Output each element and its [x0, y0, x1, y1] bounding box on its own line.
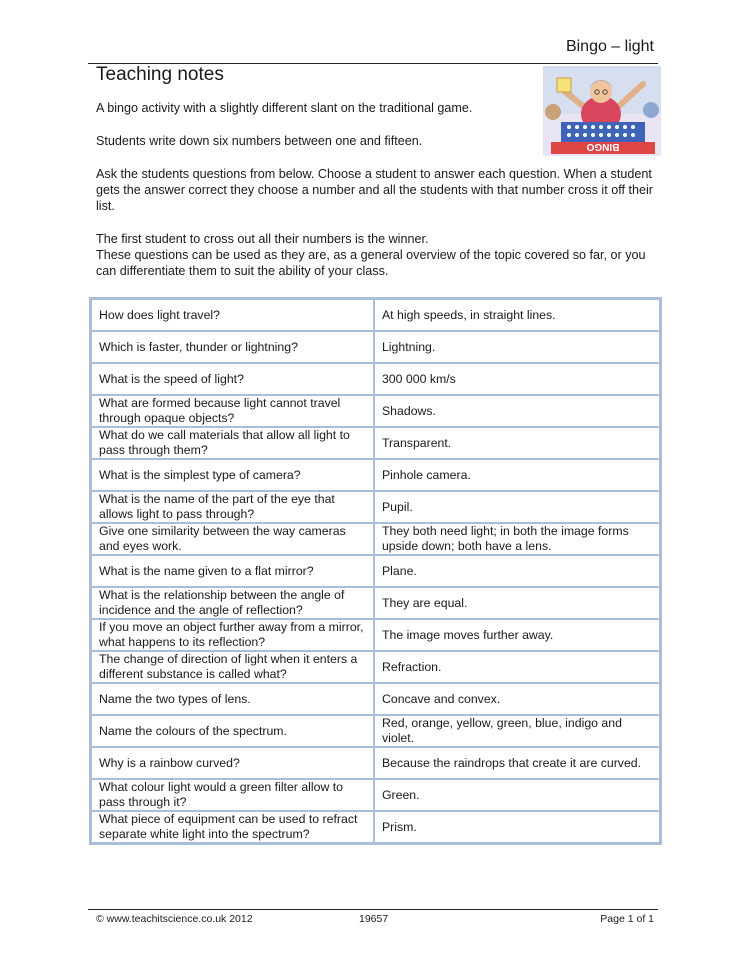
intro-paragraph: Ask the students questions from below. Choose a student to answer each question. When a student gets the answer correct they choose a number and all the students with that number cross it off their list.: [96, 167, 653, 213]
answer-cell: Refraction.: [374, 651, 660, 683]
table-row: [91, 747, 660, 779]
answer-cell: Pinhole camera.: [374, 459, 660, 491]
table-row: [91, 427, 660, 459]
table-row: [91, 491, 660, 523]
question-cell: What is the speed of light?: [91, 363, 374, 395]
intro-paragraph: A bingo activity with a slightly different slant on the traditional game.: [96, 101, 473, 115]
question-cell: What is the name given to a flat mirror?: [91, 555, 374, 587]
footer-copyright: © www.teachitscience.co.uk 2012: [96, 913, 253, 925]
footer-page-number: Page 1 of 1: [600, 913, 654, 925]
bingo-card-held: [557, 78, 571, 92]
answer-cell: At high speeds, in straight lines.: [374, 299, 660, 331]
table-row: [91, 651, 660, 683]
audience-left: [545, 104, 561, 120]
audience-right: [643, 102, 659, 118]
table-row: [91, 459, 660, 491]
answer-cell: Green.: [374, 779, 660, 811]
intro-paragraph: Students write down six numbers between one and fifteen.: [96, 134, 423, 148]
question-cell: Which is faster, thunder or lightning?: [91, 331, 374, 363]
bingo-board: [561, 122, 645, 142]
table-row: [91, 395, 660, 427]
question-cell: Name the colours of the spectrum.: [91, 715, 374, 747]
question-cell: What are formed because light cannot travel through opaque objects?: [91, 395, 374, 427]
table-row: [91, 299, 660, 331]
question-cell: What do we call materials that allow all light to pass through them?: [91, 427, 374, 459]
answer-cell: The image moves further away.: [374, 619, 660, 651]
header-title: Bingo – light: [565, 38, 654, 55]
answer-cell: Transparent.: [374, 427, 660, 459]
answer-cell: They are equal.: [374, 587, 660, 619]
page-title: Teaching notes: [96, 64, 224, 85]
answer-cell: Red, orange, yellow, green, blue, indigo and violet.: [374, 715, 660, 747]
table-row: [91, 811, 660, 843]
bingo-sign-text: BINGO: [586, 141, 620, 152]
table-row: [91, 683, 660, 715]
intro-paragraph: These questions can be used as they are, as a general overview of the topic covered so far, or you can differentiate them to suit the ability of your class.: [96, 248, 646, 278]
question-cell: Why is a rainbow curved?: [91, 747, 374, 779]
footer-code: 19657: [359, 913, 389, 925]
footer-rule: [88, 909, 658, 910]
table-row: [91, 331, 660, 363]
table-row: [91, 523, 660, 555]
table-row: [91, 619, 660, 651]
answer-cell: They both need light; in both the image forms upside down; both have a lens.: [374, 523, 660, 555]
answer-cell: Prism.: [374, 811, 660, 843]
question-cell: Give one similarity between the way cameras and eyes work.: [91, 523, 374, 555]
question-answer-table: [89, 297, 662, 845]
question-cell: What piece of equipment can be used to refract separate white light into the spectrum?: [91, 811, 374, 843]
answer-cell: Concave and convex.: [374, 683, 660, 715]
table-row: [91, 779, 660, 811]
host-head: [590, 81, 612, 103]
table-row: [91, 555, 660, 587]
question-cell: How does light travel?: [91, 299, 374, 331]
answer-cell: Pupil.: [374, 491, 660, 523]
answer-cell: Lightning.: [374, 331, 660, 363]
answer-cell: Shadows.: [374, 395, 660, 427]
question-cell: Name the two types of lens.: [91, 683, 374, 715]
question-cell: What is the simplest type of camera?: [91, 459, 374, 491]
bingo-illustration: [543, 66, 661, 156]
intro-paragraph: The first student to cross out all their numbers is the winner.: [96, 232, 429, 246]
answer-cell: Plane.: [374, 555, 660, 587]
question-cell: What is the relationship between the angle of incidence and the angle of reflection?: [91, 587, 374, 619]
table-row: [91, 363, 660, 395]
question-cell: If you move an object further away from a mirror, what happens to its reflection?: [91, 619, 374, 651]
table-row: [91, 587, 660, 619]
table-row: [91, 715, 660, 747]
answer-cell: 300 000 km/s: [374, 363, 660, 395]
answer-cell: Because the raindrops that create it are curved.: [374, 747, 660, 779]
question-cell: What is the name of the part of the eye that allows light to pass through?: [91, 491, 374, 523]
question-cell: The change of direction of light when it enters a different substance is called what?: [91, 651, 374, 683]
question-cell: What colour light would a green filter allow to pass through it?: [91, 779, 374, 811]
